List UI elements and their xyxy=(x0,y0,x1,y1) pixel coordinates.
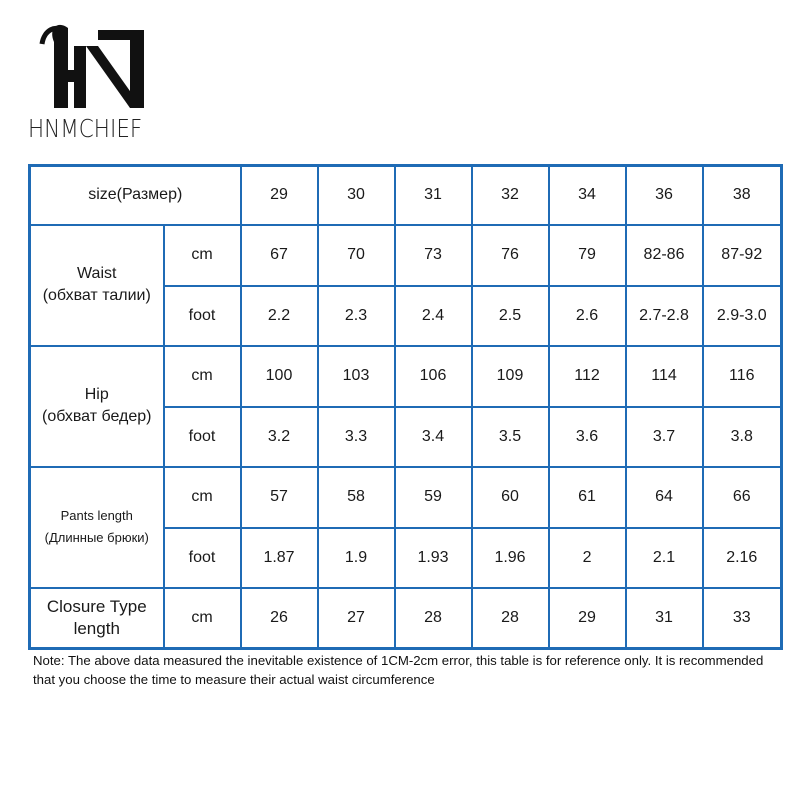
closure-cm-row xyxy=(30,588,782,649)
table-cell: 61 xyxy=(549,467,626,528)
table-cell: 106 xyxy=(395,346,472,407)
table-cell: 3.5 xyxy=(472,407,549,467)
header-row xyxy=(30,166,782,225)
size-38: 38 xyxy=(703,166,782,225)
table-cell: 2.7-2.8 xyxy=(626,286,703,346)
table-cell: 3.4 xyxy=(395,407,472,467)
size-29: 29 xyxy=(241,166,318,225)
table-cell: 114 xyxy=(626,346,703,407)
size-31: 31 xyxy=(395,166,472,225)
size-36: 36 xyxy=(626,166,703,225)
table-cell: 2.16 xyxy=(703,528,782,588)
table-cell: 60 xyxy=(472,467,549,528)
table-cell: 2.2 xyxy=(241,286,318,346)
size-34: 34 xyxy=(549,166,626,225)
table-cell: 2.3 xyxy=(318,286,395,346)
brand-name: HNMCHIEF xyxy=(28,114,143,143)
table-cell: 76 xyxy=(472,225,549,286)
table-cell: 2 xyxy=(549,528,626,588)
table-cell: 2.1 xyxy=(626,528,703,588)
hip-foot-unit: foot xyxy=(164,407,241,467)
hip-cm-row xyxy=(30,346,782,407)
waist-cm-unit: cm xyxy=(164,225,241,286)
table-cell: 3.8 xyxy=(703,407,782,467)
table-cell: 79 xyxy=(549,225,626,286)
brand-logo-mark xyxy=(34,22,158,114)
table-cell: 103 xyxy=(318,346,395,407)
closure-label xyxy=(30,588,164,649)
table-cell: 82-86 xyxy=(626,225,703,286)
waist-foot-unit: foot xyxy=(164,286,241,346)
closure-label-text: Closure Type xyxy=(46,596,147,616)
table-cell: 70 xyxy=(318,225,395,286)
pants-label-text: Pants length xyxy=(60,508,133,523)
waist-sublabel: (обхват талии) xyxy=(42,287,151,304)
table-cell: 2.5 xyxy=(472,286,549,346)
table-cell: 26 xyxy=(241,588,318,649)
hip-label-text: Hip xyxy=(84,386,109,403)
waist-label-text: Waist xyxy=(77,265,117,282)
table-cell: 29 xyxy=(549,588,626,649)
table-cell: 3.7 xyxy=(626,407,703,467)
closure-sublabel: length xyxy=(73,618,120,638)
size-30: 30 xyxy=(318,166,395,225)
waist-label xyxy=(30,225,164,346)
brand-logo xyxy=(28,22,178,142)
size-32: 32 xyxy=(472,166,549,225)
closure-cm-unit: cm xyxy=(164,588,241,649)
table-cell: 3.3 xyxy=(318,407,395,467)
table-cell: 3.2 xyxy=(241,407,318,467)
table-cell: 67 xyxy=(241,225,318,286)
table-cell: 28 xyxy=(395,588,472,649)
size-table xyxy=(28,164,783,650)
table-cell: 59 xyxy=(395,467,472,528)
table-cell: 1.87 xyxy=(241,528,318,588)
table-cell: 1.9 xyxy=(318,528,395,588)
table-cell: 112 xyxy=(549,346,626,407)
table-cell: 1.93 xyxy=(395,528,472,588)
waist-cm-row xyxy=(30,225,782,286)
pants-label xyxy=(30,467,164,588)
pants-cm-unit: cm xyxy=(164,467,241,528)
table-cell: 27 xyxy=(318,588,395,649)
table-cell: 2.9-3.0 xyxy=(703,286,782,346)
hip-cm-unit: cm xyxy=(164,346,241,407)
table-cell: 64 xyxy=(626,467,703,528)
table-cell: 66 xyxy=(703,467,782,528)
size-header-label: size(Размер) xyxy=(30,166,241,225)
table-cell: 2.6 xyxy=(549,286,626,346)
table-cell: 58 xyxy=(318,467,395,528)
table-cell: 28 xyxy=(472,588,549,649)
table-cell: 109 xyxy=(472,346,549,407)
table-cell: 73 xyxy=(395,225,472,286)
hip-label xyxy=(30,346,164,467)
pants-foot-unit: foot xyxy=(164,528,241,588)
table-cell: 1.96 xyxy=(472,528,549,588)
table-cell: 87-92 xyxy=(703,225,782,286)
table-cell: 3.6 xyxy=(549,407,626,467)
measurement-note: Note: The above data measured the inevitable existence of 1CM-2cm error, this table is for reference only. It is recommended that you choose the time to measure their actual waist circumference xyxy=(33,653,764,687)
pants-sublabel: (Длинные брюки) xyxy=(44,530,149,545)
table-cell: 31 xyxy=(626,588,703,649)
table-cell: 57 xyxy=(241,467,318,528)
table-cell: 2.4 xyxy=(395,286,472,346)
pants-cm-row xyxy=(30,467,782,528)
table-cell: 116 xyxy=(703,346,782,407)
hip-sublabel: (обхват бедер) xyxy=(42,408,152,425)
table-cell: 100 xyxy=(241,346,318,407)
table-cell: 33 xyxy=(703,588,782,649)
